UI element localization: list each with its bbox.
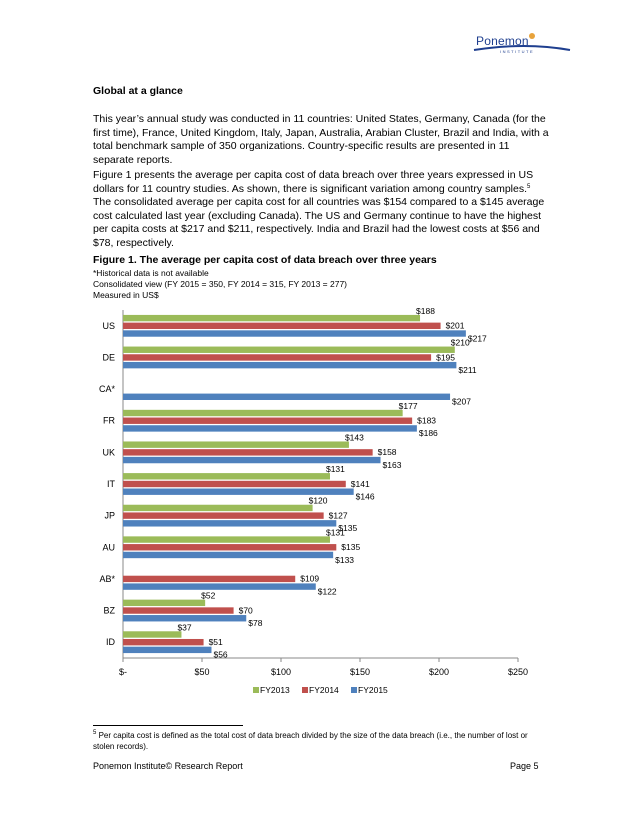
bar-fy2015 xyxy=(123,330,466,336)
footnote-number: 5 xyxy=(93,730,97,736)
section-heading: Global at a glance xyxy=(93,85,183,97)
legend-label: FY2013 xyxy=(260,685,290,695)
figure-intro-paragraph xyxy=(93,169,551,251)
x-tick-label: $200 xyxy=(428,667,450,677)
x-tick-label: $150 xyxy=(349,667,371,677)
bar-fy2013 xyxy=(123,441,349,447)
bar-fy2014 xyxy=(123,418,412,424)
bar-fy2015 xyxy=(123,583,316,589)
bar-fy2015 xyxy=(123,425,417,431)
legend-label: FY2014 xyxy=(309,685,339,695)
data-label: $70 xyxy=(238,605,253,616)
bar-fy2015 xyxy=(123,489,354,495)
y-category-label: FR xyxy=(103,415,115,426)
data-label: $177 xyxy=(398,400,418,411)
bar-fy2014 xyxy=(123,639,204,645)
data-label: $52 xyxy=(201,590,216,601)
data-label: $109 xyxy=(300,573,320,584)
data-label: $141 xyxy=(350,478,370,489)
y-category-label: UK xyxy=(102,447,115,458)
footnote-text: Per capita cost is defined as the total cost of data breach divided by the size of the data breach (i.e., the number of lost or stolen records). xyxy=(93,731,528,751)
data-label: $78 xyxy=(248,618,263,629)
bar-fy2015 xyxy=(123,520,336,526)
bar-fy2014 xyxy=(123,481,346,487)
bar-fy2014 xyxy=(123,576,295,582)
x-tick-label: $250 xyxy=(507,667,529,677)
bar-fy2014 xyxy=(123,354,431,360)
bar-fy2013 xyxy=(123,473,330,479)
ponemon-logo xyxy=(470,30,580,62)
y-category-label: BZ xyxy=(103,605,115,616)
bar-fy2013 xyxy=(123,347,455,353)
y-category-label: CA* xyxy=(98,384,115,395)
figure-note-measure: Measured in US$ xyxy=(93,290,159,300)
bar-fy2013 xyxy=(123,505,313,511)
data-label: $120 xyxy=(308,495,328,506)
data-label: $210 xyxy=(450,337,470,348)
data-label: $163 xyxy=(382,459,402,470)
bar-fy2015 xyxy=(123,552,333,558)
data-label: $127 xyxy=(328,510,348,521)
legend-swatch-fy2015 xyxy=(351,687,357,693)
data-label: $131 xyxy=(325,527,345,538)
data-label: $146 xyxy=(355,491,375,502)
y-category-label: DE xyxy=(102,352,115,363)
x-tick-label: $- xyxy=(118,667,128,677)
bar-fy2014 xyxy=(123,323,441,329)
data-label: $135 xyxy=(341,542,361,553)
data-label: $56 xyxy=(213,649,228,660)
footnote xyxy=(93,730,551,752)
x-tick-label: $100 xyxy=(270,667,292,677)
intro-paragraph: This year’s annual study was conducted in 11 countries: United States, Germany, Canada (for the first time), France, United Kingdom, Italy, Japan, Australia, Arabian Cluster, Brazil and India, with a total benchmark sample of 350 organizations. Country-specific results are presented in 11 separate reports. xyxy=(93,113,549,166)
data-label: $122 xyxy=(317,586,337,597)
figure-note-historical: *Historical data is not available xyxy=(93,268,209,278)
figure-title: Figure 1. The average per capita cost of data breach over three years xyxy=(93,254,437,266)
data-label: $183 xyxy=(417,415,437,426)
data-label: $158 xyxy=(377,447,397,458)
figure-note-consolidated: Consolidated view (FY 2015 = 350, FY 2014 = 315, FY 2013 = 277) xyxy=(93,279,347,289)
data-label: $186 xyxy=(418,428,438,439)
bar-fy2013 xyxy=(123,600,205,606)
logo-text: Ponemon xyxy=(476,34,529,48)
bar-fy2014 xyxy=(123,512,324,518)
bar-fy2015 xyxy=(123,362,456,368)
para2-text-a: Figure 1 presents the average per capita cost of data breach over three years expressed in US dollars for 11 country studies. As shown, there is significant variation among country samples. xyxy=(93,169,534,195)
y-category-label: ID xyxy=(106,637,115,648)
x-tick-label: $50 xyxy=(194,667,210,677)
bar-chart xyxy=(93,305,553,705)
data-label: $143 xyxy=(344,432,364,443)
footer-report-name: Ponemon Institute© Research Report xyxy=(93,761,243,771)
y-category-label: US xyxy=(102,320,115,331)
data-label: $207 xyxy=(452,396,471,407)
bar-fy2013 xyxy=(123,410,403,416)
bar-fy2014 xyxy=(123,607,234,613)
y-category-label: AB* xyxy=(99,573,115,584)
bar-fy2015 xyxy=(123,457,381,463)
bar-fy2015 xyxy=(123,615,246,621)
legend-label: FY2015 xyxy=(358,685,388,695)
data-label: $135 xyxy=(338,523,358,534)
bar-fy2015 xyxy=(123,394,450,400)
y-category-label: JP xyxy=(104,510,115,521)
data-label: $133 xyxy=(335,554,355,565)
bar-fy2013 xyxy=(123,631,181,637)
data-label: $51 xyxy=(208,636,223,647)
logo-subtext: INSTITUTE xyxy=(500,49,535,54)
y-category-label: AU xyxy=(102,542,115,553)
bar-fy2013 xyxy=(123,315,420,321)
data-label: $188 xyxy=(416,305,435,316)
bar-fy2014 xyxy=(123,449,373,455)
footnote-ref: 5 xyxy=(527,183,531,190)
footer-page-number: Page 5 xyxy=(510,761,539,771)
data-label: $37 xyxy=(177,622,192,633)
data-label: $217 xyxy=(467,333,487,344)
para2-text-b: The consolidated average per capita cost for all countries was $154 compared to a $145 average cost calculated last year (excluding Canada). The US and Germany continue to have the highest per capita costs at $217 and $211, respectively. India and Brazil had the lowest costs at $56 and $78, respectively. xyxy=(93,196,545,249)
data-label: $201 xyxy=(445,320,465,331)
legend-swatch-fy2014 xyxy=(302,687,308,693)
y-category-label: IT xyxy=(107,479,115,489)
data-label: $131 xyxy=(325,464,345,475)
data-label: $211 xyxy=(458,364,477,375)
bar-fy2014 xyxy=(123,544,336,550)
legend-swatch-fy2013 xyxy=(253,687,259,693)
footnote-divider xyxy=(93,725,243,726)
data-label: $195 xyxy=(436,352,456,363)
bar-fy2015 xyxy=(123,647,211,653)
bar-fy2013 xyxy=(123,536,330,542)
